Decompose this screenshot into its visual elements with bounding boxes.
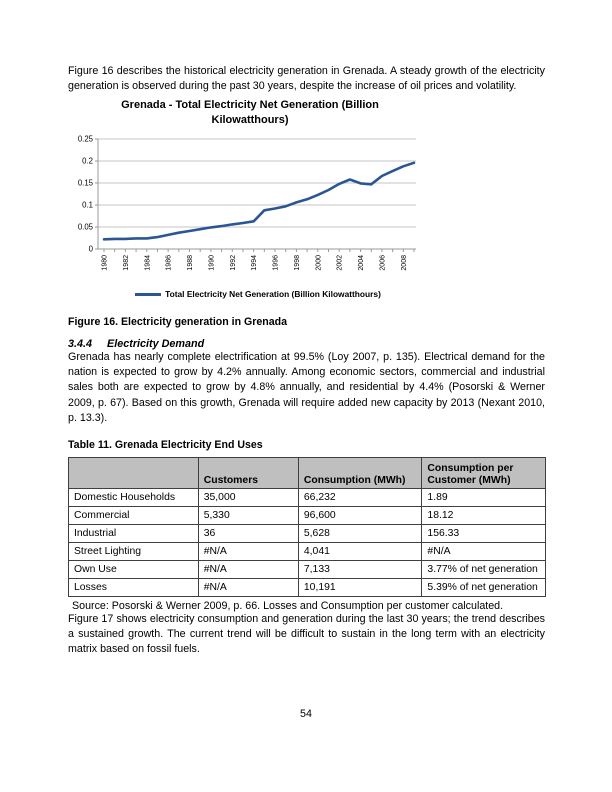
header-blank (69, 458, 199, 489)
intro-paragraph: Figure 16 describes the historical electricity generation in Grenada. A steady growth of the electricity generation is observed during the past 30 years, despite the increase of oil prices and volatility. (68, 65, 545, 93)
cell-category: Losses (69, 579, 199, 597)
cell-per-customer: 156.33 (422, 525, 546, 543)
line-chart-svg (68, 132, 424, 284)
table-row (69, 507, 546, 525)
y-axis-label: 0 (88, 244, 93, 254)
cell-consumption: 7,133 (298, 561, 422, 579)
x-axis-label: 1992 (229, 255, 237, 271)
cell-consumption: 5,628 (298, 525, 422, 543)
y-axis-label: 0.15 (77, 178, 93, 188)
y-axis-label: 0.1 (82, 200, 93, 210)
header-consumption-per-customer: Consumption per Customer (MWh) (422, 458, 546, 489)
legend-label: Total Electricity Net Generation (Billion Kilowatthours) (165, 289, 381, 300)
x-axis-label: 1990 (208, 255, 216, 271)
x-axis-label: 1996 (272, 255, 280, 271)
table-row (69, 561, 546, 579)
chart-legend (98, 289, 418, 299)
x-axis-label: 2006 (379, 255, 387, 271)
header-consumption: Consumption (MWh) (298, 458, 422, 489)
x-axis-label: 1984 (144, 255, 152, 271)
page-number: 54 (300, 708, 312, 720)
cell-category: Domestic Households (69, 489, 199, 507)
cell-per-customer: 1.89 (422, 489, 546, 507)
chart-plot-area (68, 132, 424, 289)
cell-customers: #N/A (198, 561, 298, 579)
chart-line (104, 163, 414, 240)
cell-category: Street Lighting (69, 543, 199, 561)
table-header-row (69, 458, 546, 489)
cell-customers: #N/A (198, 579, 298, 597)
cell-consumption: 4,041 (298, 543, 422, 561)
y-axis-label: 0.2 (82, 156, 93, 166)
cell-category: Own Use (69, 561, 199, 579)
x-axis-label: 1998 (293, 255, 301, 271)
x-axis-label: 2000 (315, 255, 323, 271)
cell-per-customer: 3.77% of net generation (422, 561, 546, 579)
cell-category: Industrial (69, 525, 199, 543)
cell-per-customer: 18.12 (422, 507, 546, 525)
x-axis-label: 1994 (251, 255, 259, 271)
table-row (69, 525, 546, 543)
cell-category: Commercial (69, 507, 199, 525)
figure-caption: Figure 16. Electricity generation in Grenada (68, 316, 288, 329)
outlook-paragraph: Figure 17 shows electricity consumption and generation during the last 30 years; the trend describes a sustained growth. The current trend will be difficult to sustain in the long term with an electricity matrix based on fossil fuels. (68, 613, 545, 656)
table-row (69, 579, 546, 597)
y-axis-label: 0.25 (77, 134, 93, 144)
demand-paragraph: Grenada has nearly complete electrification at 99.5% (Loy 2007, p. 135). Electrical demand for the nation is expected to grow by 4.2% annually. Among economic sectors, commercial and industrial sales both are expected to grow by 4.8% annually, and residential by 4.4% (Posorski & Werner 2009, p. 67). Based on this growth, Grenada will require added new capacity by 2013 (Nexant 2010, p. 13.3). (68, 351, 545, 424)
cell-customers: 5,330 (198, 507, 298, 525)
end-uses-table (68, 457, 546, 597)
cell-customers: 36 (198, 525, 298, 543)
cell-per-customer: #N/A (422, 543, 546, 561)
table-row (69, 489, 546, 507)
legend-line-swatch (135, 293, 161, 296)
header-customers: Customers (198, 458, 298, 489)
x-axis-label: 2002 (336, 255, 344, 271)
x-axis-label: 1986 (165, 255, 173, 271)
x-axis-label: 1982 (122, 255, 130, 271)
section-number: 3.4.4 (68, 338, 93, 351)
cell-consumption: 66,232 (298, 489, 422, 507)
x-axis-label: 1980 (101, 255, 109, 271)
x-axis-label: 1988 (187, 255, 195, 271)
y-axis-label: 0.05 (77, 222, 93, 232)
table-caption: Table 11. Grenada Electricity End Uses (68, 439, 263, 451)
figure-16-chart (68, 98, 424, 299)
section-title: Electricity Demand (107, 338, 205, 351)
cell-customers: #N/A (198, 543, 298, 561)
cell-consumption: 10,191 (298, 579, 422, 597)
x-axis-label: 2008 (400, 255, 408, 271)
table-source-note: Source: Posorski & Werner 2009, p. 66. Losses and Consumption per customer calculated. (72, 600, 504, 612)
cell-per-customer: 5.39% of net generation (422, 579, 546, 597)
cell-customers: 35,000 (198, 489, 298, 507)
chart-title: Grenada - Total Electricity Net Generation (Billion Kilowatthours) (121, 99, 379, 127)
x-axis-label: 2004 (358, 255, 366, 271)
table-row (69, 543, 546, 561)
cell-consumption: 96,600 (298, 507, 422, 525)
section-heading (68, 338, 545, 350)
